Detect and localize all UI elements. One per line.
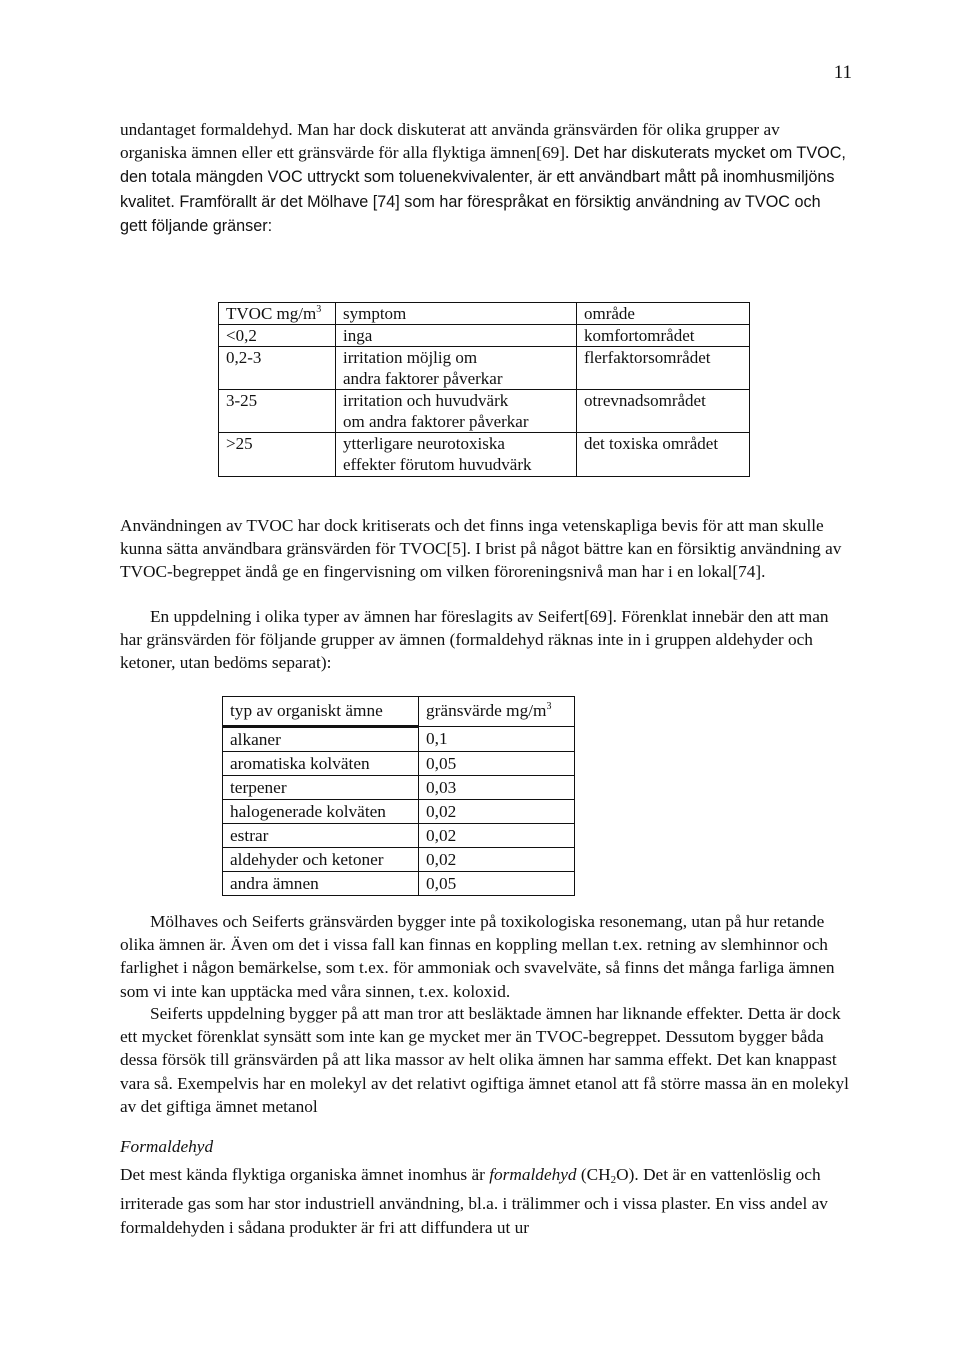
tvoc-value-cell: 3-25 (219, 390, 336, 433)
page-number: 11 (833, 62, 852, 83)
paragraph-seifert-grouping: Seiferts uppdelning bygger på att man tror att besläktade ämnen har liknande effekter. Detta är dock ett mycket förenklat synsätt som inte kan ge mycket mer än TVOC-begreppet. Dessutom bygger båda dessa försök till gränsvärden på att lika massor av helt olika ämnen har samma effekt. Det kan knappast vara så. Exempelvis har en molekyl av det relativt ogiftiga ämnet etanol att få större massa än en molekyl av det giftiga ämnet metanol (120, 1004, 849, 1116)
header-cell-limit: gränsvärde $mg/m^3$ (419, 697, 575, 727)
table-row: andra ämnen 0,05 (223, 872, 575, 896)
table-row (219, 433, 750, 477)
area-cell: komfortområdet (577, 325, 750, 347)
table-row: aromatiska kolväten 0,05 (223, 752, 575, 776)
table-header-row (219, 303, 750, 325)
table-row (219, 390, 750, 433)
section-heading: Formaldehyd (120, 1137, 214, 1156)
table-row: estrar 0,02 (223, 824, 575, 848)
area-cell: flerfaktorsområdet (577, 347, 750, 390)
area-cell: otrevnadsområdet (577, 390, 750, 433)
table-row: alkaner 0,1 (223, 727, 575, 752)
symptom-cell: ytterligare neurotoxiska effekter förutom huvudvärk (336, 433, 577, 477)
section-body: Det mest kända flyktiga organiska ämnet inomhus är formaldehyd $(CH_2O)$. Det är en vattenlöslig och irriterade gas som har stor industriell användning, bl.a. i trälimmer och i vissa plaster. En viss andel av formaldehyden i sådana produkter är fri att diffundera ut ur (120, 1165, 828, 1237)
section-formaldehyd (120, 1135, 850, 1239)
intro-serif-text: undantaget formaldehyd. Man har dock diskuterat att använda gränsvärden för olika grupper av organiska ämnen eller ett gränsvärde för alla flyktiga ämnen[69]. (120, 120, 780, 163)
table-header-row (223, 697, 575, 727)
paragraph-molhave-seifert: Mölhaves och Seiferts gränsvärden bygger inte på toxikologiska resonemang, utan på hur retande olika ämnen är. Även om det i vissa fall kan finnas en koppling mellan t.ex. retning av slemhinnor och farlighet i någon bemärkelse, som t.ex. för ammoniak och svavelväte, så finns det många farliga ämnen som vi inte kan upptäcka med våra sinnen, t.ex. koloxid. (120, 912, 835, 1001)
table-row (219, 347, 750, 390)
table-row: halogenerade kolväten 0,02 (223, 800, 575, 824)
header-cell-area: område (577, 303, 750, 325)
table-row (219, 325, 750, 347)
table-row: terpener 0,03 (223, 776, 575, 800)
symptom-cell: inga (336, 325, 577, 347)
tvoc-value-cell: 0,2-3 (219, 347, 336, 390)
tvoc-value-cell: <0,2 (219, 325, 336, 347)
header-cell-substance-type: typ av organiskt ämne (223, 697, 419, 727)
symptom-cell: irritation och huvudvärk om andra faktorer påverkar (336, 390, 577, 433)
paragraph-seifert: En uppdelning i olika typer av ämnen har föreslagits av Seifert[69]. Förenklat innebär den att man har gränsvärden för följande grupper av ämnen (formaldehyd räknas inte in i gruppen aldehyder och ketoner, utan bedöms separat): (120, 607, 829, 673)
tvoc-value-cell: >25 (219, 433, 336, 477)
paragraph-criticism: Användningen av TVOC har dock kritiserats och det finns inga vetenskapliga bevis för att man skulle kunna sätta användbara gränsvärden för TVOC[5]. I brist på något bättre kan en försiktig användning av TVOC-begreppet ändå ge en fingervisning om vilken föroreningsnivå man har i en lokal[74]. (120, 516, 842, 582)
header-cell-symptom: symptom (336, 303, 577, 325)
seifert-limits-table (222, 696, 575, 896)
header-cell-tvoc: TVOC $mg/m^3$ (219, 303, 336, 325)
table-row: aldehyder och ketoner 0,02 (223, 848, 575, 872)
tvoc-limits-table (218, 302, 750, 477)
symptom-cell: irritation möjlig om andra faktorer påverkar (336, 347, 577, 390)
area-cell: det toxiska området (577, 433, 750, 477)
intro-sans-text: Det har diskuterats mycket om TVOC, den totala mängden VOC uttryckt som toluenekvivalenter, är ett användbart mått på inomhusmiljöns kvalitet. Framförallt är det Mölhave [74] som har förespråkat en försiktig användning av TVOC och gett följande gränser: (120, 144, 846, 235)
intro-paragraph (120, 118, 850, 238)
